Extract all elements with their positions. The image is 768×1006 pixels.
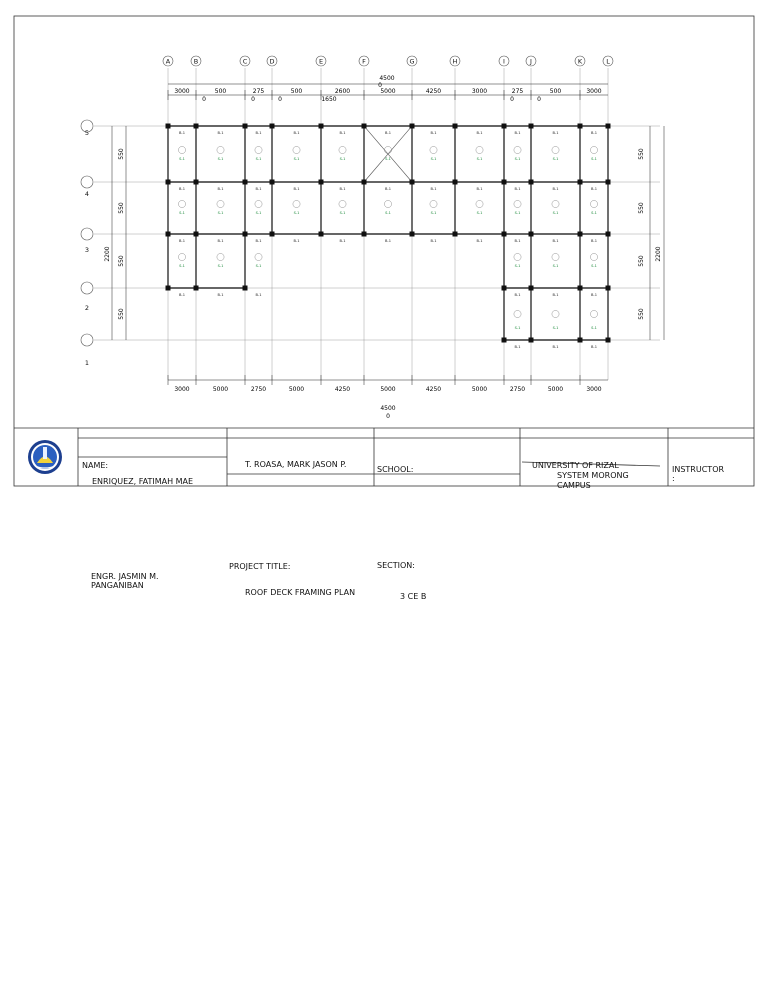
section-label: SECTION: (377, 561, 415, 570)
slab-marker (552, 253, 559, 260)
slab-tag: S-1 (591, 211, 597, 215)
grid-bubble (81, 334, 93, 346)
beam-tag: B-1 (178, 131, 186, 135)
beam-tag: B-1 (552, 345, 559, 349)
slab-marker (255, 200, 262, 207)
beam-tag: B-1 (384, 131, 392, 135)
column (606, 124, 611, 129)
beam-tag: B-1 (590, 239, 598, 243)
column (194, 124, 199, 129)
column (578, 232, 583, 237)
instructor-colon: : (672, 474, 675, 483)
school-label: SCHOOL: (377, 465, 414, 474)
slab-tag: S-1 (385, 211, 391, 215)
slab-marker (339, 200, 346, 207)
dim-top-value: 3000 (174, 88, 190, 95)
slab-tag: S-1 (514, 326, 521, 330)
beam-tag: B-1 (590, 187, 598, 191)
beam-tag: B-1 (217, 187, 224, 191)
slab-marker (178, 146, 185, 153)
dim-top-value: 500 (549, 88, 562, 95)
grid-label-y: 4 (84, 190, 90, 198)
column (502, 338, 507, 343)
slab-tag: S-1 (430, 157, 437, 161)
beam-tag: B-1 (384, 239, 392, 243)
grid-label-x: G (409, 57, 415, 66)
grid-label-x: I (503, 57, 505, 66)
column (502, 232, 507, 237)
slab-tag: S-1 (552, 264, 559, 268)
slab-marker (476, 200, 483, 207)
beam-tag: B-1 (514, 131, 521, 135)
slab-tag: S-1 (591, 264, 597, 268)
slab-tag: S-1 (552, 326, 559, 330)
beam-tag: B-1 (476, 239, 483, 243)
beam-tag: B-1 (339, 187, 346, 191)
dim-top-value: 2600 (334, 88, 351, 95)
slab-tag: S-1 (255, 264, 262, 268)
beam-tag: B-1 (552, 187, 559, 191)
slab-marker (217, 146, 224, 153)
dim-bottom-value: 5000 (380, 386, 396, 393)
column (166, 286, 171, 291)
dim-side-left-value: 550 (118, 255, 125, 267)
slab-tag: S-1 (514, 211, 521, 215)
slab-tag: S-1 (552, 157, 559, 161)
slab-tag: S-1 (179, 157, 185, 161)
column (453, 180, 458, 185)
slab-tag: S-1 (591, 326, 597, 330)
member-tags (178, 131, 597, 349)
school-line-1: UNIVERSITY OF RIZAL (532, 461, 619, 470)
beam-tag: B-1 (255, 131, 262, 135)
beam-tag: B-1 (178, 187, 186, 191)
instructor-name-1: ENGR. JASMIN M. (91, 572, 159, 581)
dim-bottom-value: 5000 (547, 386, 564, 393)
column (529, 338, 534, 343)
student-1: T. ROASA, MARK JASON P. (245, 460, 347, 469)
instructor-label: INSTRUCTOR (672, 465, 725, 474)
beam-tag: B-1 (384, 187, 392, 191)
dim-bottom-value: 2750 (250, 386, 267, 393)
dim-bottom-value: 5000 (471, 386, 488, 393)
slab-marker (590, 200, 597, 207)
slab-tag: S-1 (476, 157, 483, 161)
beam-tag: B-1 (178, 293, 186, 297)
column (453, 124, 458, 129)
beam-tag: B-1 (476, 131, 483, 135)
column (270, 232, 275, 237)
slab-marker (293, 146, 300, 153)
beam-tag: B-1 (514, 293, 521, 297)
grid-label-x: H (452, 57, 458, 66)
column (410, 124, 415, 129)
column (529, 286, 534, 291)
slab-marker (552, 310, 559, 317)
slab-marker (514, 200, 521, 207)
column (606, 232, 611, 237)
dim-side-right-total-value: 2200 (655, 246, 662, 262)
column (270, 124, 275, 129)
name-label: NAME: (82, 461, 109, 470)
dim-top-value: 275 (252, 88, 265, 95)
grid-bubble (81, 282, 93, 294)
school-line-2: SYSTEM MORONG (557, 471, 629, 480)
slab-tag: S-1 (217, 211, 224, 215)
dim-side-right-value: 550 (638, 148, 645, 160)
beam-tag: B-1 (293, 239, 300, 243)
grid-bubble (81, 228, 93, 240)
slab-marker (590, 146, 597, 153)
slab-tag: S-1 (179, 264, 185, 268)
dim-side-left-total-value: 2200 (104, 246, 111, 262)
column (362, 124, 367, 129)
beam-tag: B-1 (217, 131, 224, 135)
grid-label-y: 3 (84, 246, 90, 254)
column (529, 232, 534, 237)
grid-label-x: C (242, 57, 248, 66)
slab-marker (217, 253, 224, 260)
dim-overall-top-a: 4500 (379, 75, 395, 82)
slab-tag: S-1 (255, 211, 262, 215)
column (166, 180, 171, 185)
column (606, 180, 611, 185)
beam-tag: B-1 (430, 131, 437, 135)
slab-tag: S-1 (385, 157, 391, 161)
beam-tag: B-1 (590, 345, 598, 349)
column (319, 180, 324, 185)
slab-tag: S-1 (514, 157, 521, 161)
slab-marker (552, 200, 559, 207)
beam-tag: B-1 (293, 131, 300, 135)
column (194, 232, 199, 237)
sheet-border (14, 16, 754, 486)
column (410, 232, 415, 237)
slab-tag: S-1 (179, 211, 185, 215)
slab-tag: S-1 (339, 157, 346, 161)
dim-top-value: 3000 (471, 88, 488, 95)
project-title-label: PROJECT TITLE: (229, 562, 291, 571)
slab-marker (217, 200, 224, 207)
column (243, 180, 248, 185)
column (578, 338, 583, 343)
dim-top-value: 4250 (425, 88, 442, 95)
column (319, 232, 324, 237)
dim-top-value: 500 (214, 88, 227, 95)
dim-top-value-b: 0 (251, 96, 255, 103)
instructor-name-2: PANGANIBAN (91, 581, 144, 590)
beam-tag: B-1 (217, 293, 224, 297)
slab-marker (514, 310, 521, 317)
grid-label-y: 1 (84, 359, 90, 367)
column (578, 180, 583, 185)
slab-marker (384, 146, 391, 153)
column (243, 232, 248, 237)
student-2: ENRIQUEZ, FATIMAH MAE (92, 477, 194, 486)
grid-lines (94, 68, 660, 380)
column (243, 286, 248, 291)
column (502, 286, 507, 291)
slab-tag: S-1 (293, 157, 300, 161)
dim-overall-bottom-b: 0 (386, 413, 390, 420)
slab-marker (384, 200, 391, 207)
slab-tag: S-1 (293, 211, 300, 215)
dim-top-value-b: 1650 (321, 96, 337, 103)
column (502, 124, 507, 129)
column (410, 180, 415, 185)
dim-bottom-value: 5000 (288, 386, 305, 393)
slab-marker (552, 146, 559, 153)
grid-bubbles (81, 56, 613, 367)
university-seal (28, 440, 62, 474)
slab-tag: S-1 (514, 264, 521, 268)
slab-marker (514, 253, 521, 260)
column (319, 124, 324, 129)
column (194, 180, 199, 185)
slab-marker (339, 146, 346, 153)
grid-label-x: E (318, 57, 324, 66)
dim-side-right-value: 550 (638, 202, 645, 214)
slab-tag: S-1 (476, 211, 483, 215)
slab-marker (590, 310, 597, 317)
column (606, 286, 611, 291)
beam-tag: B-1 (293, 187, 300, 191)
grid-label-x: A (165, 57, 171, 66)
project-title: ROOF DECK FRAMING PLAN (245, 588, 356, 597)
beam-tag: B-1 (430, 187, 437, 191)
dim-bottom-value: 5000 (212, 386, 229, 393)
column (529, 124, 534, 129)
column (362, 180, 367, 185)
slab-marker (514, 146, 521, 153)
school-line-3: CAMPUS (557, 481, 591, 490)
dim-top-value: 3000 (586, 88, 602, 95)
grid-label-y: 2 (84, 304, 90, 312)
slab-tag: S-1 (217, 264, 224, 268)
dim-overall-bottom-a: 4500 (380, 405, 396, 412)
beam-tag: B-1 (590, 293, 598, 297)
dim-overall-top-b: 0 (378, 82, 382, 89)
beam-tag: B-1 (430, 239, 437, 243)
column (529, 180, 534, 185)
dim-side-left-value: 550 (118, 202, 125, 214)
slab-marker (255, 253, 262, 260)
beam-tag: B-1 (514, 345, 521, 349)
slab-tag: S-1 (430, 211, 437, 215)
slab-tag: S-1 (591, 157, 597, 161)
dim-side-left-value: 550 (118, 148, 125, 160)
column (606, 338, 611, 343)
grid-label-y: 5 (84, 129, 90, 137)
slab-tag: S-1 (255, 157, 262, 161)
dim-top-value-b: 0 (202, 96, 206, 103)
dim-top-value-b: 0 (278, 96, 282, 103)
column (243, 124, 248, 129)
grid-label-x: D (269, 57, 275, 66)
dim-bottom-value: 4250 (334, 386, 351, 393)
dim-top-value-b: 0 (510, 96, 514, 103)
column (166, 232, 171, 237)
beam-tag: B-1 (339, 239, 346, 243)
dim-side-right-value: 550 (638, 308, 645, 320)
dim-side-left-value: 550 (118, 308, 125, 320)
column (502, 180, 507, 185)
beam-tag: B-1 (552, 131, 559, 135)
beam-tag: B-1 (217, 239, 224, 243)
dim-top-value: 275 (511, 88, 524, 95)
column (362, 232, 367, 237)
beam-tag: B-1 (514, 239, 521, 243)
column (578, 124, 583, 129)
slab-marker (178, 200, 185, 207)
slab-marker (476, 146, 483, 153)
slab-marker (430, 146, 437, 153)
beam-tag: B-1 (514, 187, 521, 191)
slab-marker (293, 200, 300, 207)
grid-label-x: B (193, 57, 199, 66)
slab-tag: S-1 (552, 211, 559, 215)
dim-bottom-value: 3000 (174, 386, 190, 393)
slab-marker (178, 253, 185, 260)
dim-top-value: 500 (290, 88, 303, 95)
dim-top-value: 5000 (380, 88, 396, 95)
beam-tag: B-1 (590, 131, 598, 135)
beam-tag: B-1 (476, 187, 483, 191)
dim-side-right-value: 550 (638, 255, 645, 267)
column (270, 180, 275, 185)
column (194, 286, 199, 291)
beam-tag: B-1 (552, 293, 559, 297)
beam-tag: B-1 (255, 239, 262, 243)
beam-tag: B-1 (339, 131, 346, 135)
dim-top-value-b: 0 (537, 96, 541, 103)
grid-bubble (81, 176, 93, 188)
dim-bottom-value: 3000 (586, 386, 602, 393)
column (166, 124, 171, 129)
section-value: 3 CE B (400, 592, 427, 601)
dim-bottom-value: 4250 (425, 386, 442, 393)
beam-tag: B-1 (552, 239, 559, 243)
slab-tag: S-1 (339, 211, 346, 215)
slab-marker (430, 200, 437, 207)
column (578, 286, 583, 291)
slab-marker (255, 146, 262, 153)
slab-tag: S-1 (217, 157, 224, 161)
column (453, 232, 458, 237)
grid-label-x: F (362, 57, 366, 66)
grid-label-x: J (530, 57, 532, 66)
slab-marker (590, 253, 597, 260)
grid-label-x: K (577, 57, 583, 66)
beam-tag: B-1 (255, 293, 262, 297)
grid-label-x: L (606, 57, 610, 66)
beam-tag: B-1 (178, 239, 186, 243)
dim-bottom-value: 2750 (509, 386, 526, 393)
beam-tag: B-1 (255, 187, 262, 191)
